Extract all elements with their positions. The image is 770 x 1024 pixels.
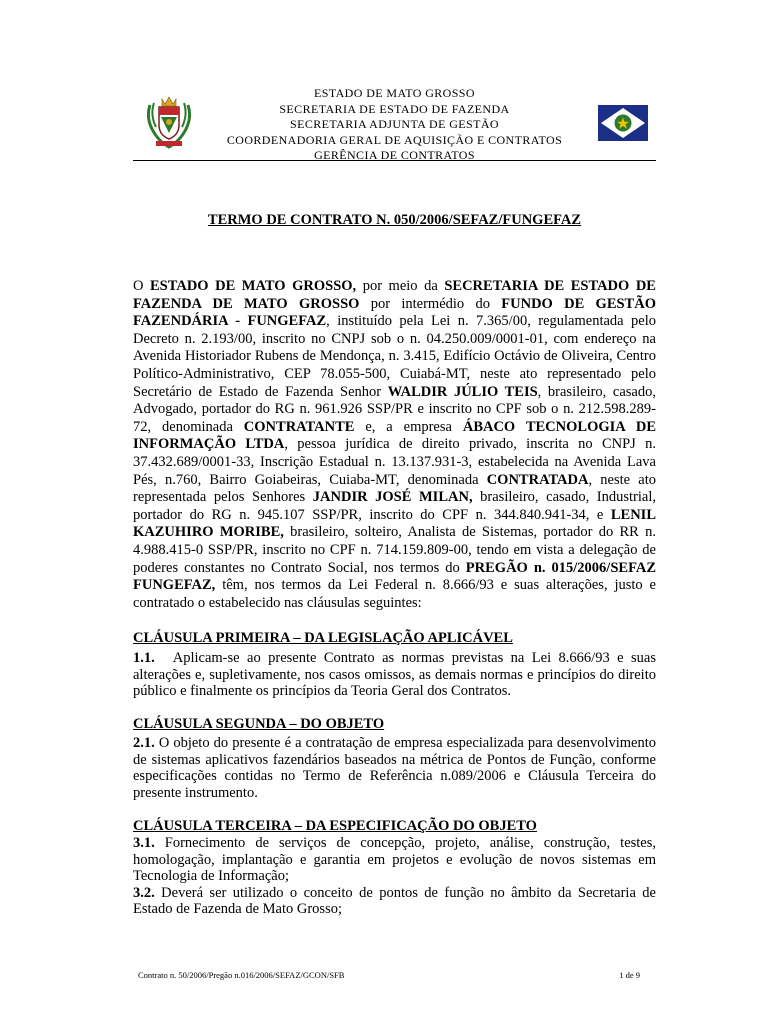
preamble-paragraph xyxy=(133,278,656,612)
header-line-coordination: COORDENADORIA GERAL DE AQUISIÇÃO E CONTRATOS xyxy=(226,132,563,147)
preamble-text: , neste ato representada pelos Senhores xyxy=(133,471,656,506)
item-number: 2.1. xyxy=(133,735,155,751)
header-divider xyxy=(133,160,656,161)
role-contractor: CONTRATANTE xyxy=(243,418,355,435)
signatory-secretary: WALDIR JÚLIO TEIS xyxy=(387,383,538,400)
header-line-management: GERÊNCIA DE CONTRATOS xyxy=(314,148,475,162)
clause-3-title: CLÁUSULA TERCEIRA – DA ESPECIFICAÇÃO DO OBJETO xyxy=(133,818,537,834)
document-title: TERMO DE CONTRATO N. 050/2006/SEFAZ/FUNGEFAZ xyxy=(207,212,582,228)
party-state: ESTADO DE MATO GROSSO, xyxy=(150,278,357,294)
item-text: Deverá ser utilizado o conceito de pontos de função no âmbito da Secretaria de Estado de Fazenda de Mato Grosso; xyxy=(133,884,656,918)
preamble-text: , instituído pela Lei n. 7.365/00, regulamentada pelo Decreto n. 2.193/00, inscrito no CNPJ sob o n. 04.250.009/0001-01, com endereço na Avenida Historiador Rubens de Mendonça, n. 3.415, Edifício Octávio de Oliveira, Centro Político-Administrativo, CEP 78.055-500, Cuiabá-MT, neste ato representado pelo Secretário de Estado de Fazenda Senhor xyxy=(133,313,656,400)
clause-2-title: CLÁUSULA SEGUNDA – DO OBJETO xyxy=(133,716,385,732)
preamble-text: , brasileiro, casado, Advogado, portador do RG n. 961.926 SSP/PR e inscrito no CPF sob o n. 212.598.289-72, denominada xyxy=(133,383,656,435)
item-number: 3.2. xyxy=(133,884,155,901)
tender-reference: PREGÃO n. 015/2006/SEFAZ FUNGEFAZ, xyxy=(133,559,656,594)
letterhead xyxy=(133,82,656,162)
signatory-representative-1: JANDIR JOSÉ MILAN, xyxy=(312,489,473,506)
preamble-text: e, a empresa xyxy=(354,418,463,435)
header-line-secretariat: SECRETARIA DE ESTADO DE FAZENDA xyxy=(279,101,510,116)
party-fund: FUNDO DE GESTÃO FAZENDÁRIA - FUNGEFAZ xyxy=(133,295,656,330)
preamble-text: por intermédio do xyxy=(359,295,502,312)
role-contracted: CONTRATADA xyxy=(486,471,589,488)
signatory-representative-2: LENIL KAZUHIRO MORIBE, xyxy=(133,506,656,541)
preamble-text: por meio da xyxy=(356,278,445,294)
item-text: Aplicam-se ao presente Contrato as normas previstas na Lei 8.666/93 e suas alterações e, supletivamente, nos casos omissos, as demais normas e princípios do direito público e finalmente os princípios da Teoria Geral dos Contratos. xyxy=(133,650,656,700)
clause-1-title: CLÁUSULA PRIMEIRA – DA LEGISLAÇÃO APLICÁVEL xyxy=(133,630,513,646)
item-number: 1.1. xyxy=(133,650,155,666)
clause-2-item-1 xyxy=(133,735,656,801)
page-number: 1 de 9 xyxy=(619,970,640,980)
item-number: 3.1. xyxy=(133,835,155,851)
preamble-text: O xyxy=(133,278,151,294)
header-line-adjunct: SECRETARIA ADJUNTA DE GESTÃO xyxy=(290,117,499,131)
clause-1-item-1 xyxy=(133,650,656,700)
item-text: Fornecimento de serviços de concepção, projeto, análise, construção, testes, homologação, implantação e garantia em projetos e evolução de novos sistemas em Tecnologia de Informação; xyxy=(133,835,656,885)
preamble-text: têm, nos termos da Lei Federal n. 8.666/93 e suas alterações, justo e contratado o estabelecido nas cláusulas seguintes: xyxy=(133,577,656,611)
preamble-text: brasileiro, casado, Industrial, portador do RG n. 945.107 SSP/PR, inscrito do CPF n. 344.840.941-34, e xyxy=(133,489,656,523)
party-secretariat: SECRETARIA DE ESTADO DE FAZENDA DE MATO GROSSO xyxy=(133,278,656,312)
footer-reference: Contrato n. 50/2006/Pregão n.016/2006/SEFAZ/GCON/SFB xyxy=(138,970,345,980)
item-text: O objeto do presente é a contratação de empresa especializada para desenvolvimento de sistemas aplicativos fazendários baseados na métrica de Pontos de Função, conforme especificações contidas no Termo de Referência n.089/2006 e Cláusula Terceira do presente instrumento. xyxy=(133,735,656,801)
party-company: ÁBACO TECNOLOGIA DE INFORMAÇÃO LTDA xyxy=(133,418,656,453)
state-flag-icon xyxy=(598,105,648,141)
preamble-text: brasileiro, solteiro, Analista de Sistemas, portador do RR n. 4.988.415-0 SSP/PR, inscrito no CPF n. 714.159.809-00, tendo em vista a delegação de poderes constantes no Contrato Social, nos termos do xyxy=(133,524,656,576)
preamble-text: , pessoa jurídica de direito privado, inscrita no CNPJ n. 37.432.689/0001-33, Inscrição Estadual n. 13.137.931-3, estabelecida na Avenida Lava Pés, n.760, Bairro Goiabeiras, Cuiaba-MT, denominada xyxy=(133,436,656,488)
header-line-state: ESTADO DE MATO GROSSO xyxy=(314,86,475,100)
clause-3-items xyxy=(133,835,656,918)
